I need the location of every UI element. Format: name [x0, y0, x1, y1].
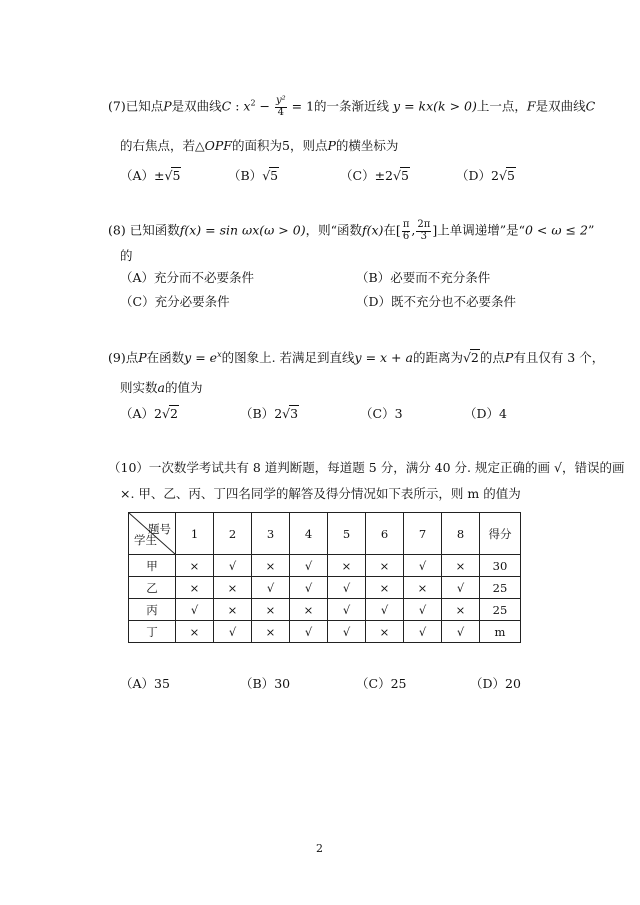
- q7-var-p: P: [163, 98, 172, 114]
- q9-option-b: [240, 408, 299, 421]
- sqrt-icon: √: [161, 406, 170, 421]
- table-row: [129, 577, 521, 599]
- q9-text: 点: [125, 350, 139, 365]
- q8-option-b: [356, 272, 490, 285]
- option-label: （B）: [240, 676, 275, 691]
- q8-text: 的: [120, 248, 133, 263]
- student-name: 丙: [129, 599, 176, 621]
- option-label: （B）: [356, 270, 391, 285]
- q7-option-d: [456, 170, 516, 183]
- q9-line-1: [108, 352, 604, 365]
- mark-cell: ×: [328, 555, 366, 577]
- mark-cell: √: [404, 621, 442, 643]
- q8-bracket: ]: [432, 222, 438, 238]
- q9-text: 的点: [479, 350, 505, 365]
- q8-omega-condition: (ω > 0): [259, 222, 306, 238]
- option-text: 25: [390, 676, 407, 691]
- q8-bracket: [: [395, 222, 401, 238]
- q7-text: 是双曲线: [535, 98, 586, 114]
- option-label: （D）: [456, 168, 492, 183]
- option-label: （D）: [470, 676, 506, 691]
- q9-option-c: [360, 408, 403, 421]
- q10-text: ×. 甲、乙、丙、丁四名同学的解答及得分情况如下表所示，则 m 的值为: [120, 486, 521, 501]
- mark-cell: ×: [366, 621, 404, 643]
- column-header: 7: [404, 513, 442, 555]
- q7-text: 的右焦点，若△: [120, 138, 205, 153]
- mark-cell: ×: [176, 577, 214, 599]
- q8-text: ”: [587, 222, 595, 238]
- option-label: （D）: [356, 294, 392, 309]
- q8-number: (8): [108, 222, 126, 238]
- q7-option-c: [340, 170, 410, 183]
- q7-var-c: C: [585, 98, 596, 114]
- option-label: （A）: [120, 406, 155, 421]
- option-label: （C）: [360, 406, 395, 421]
- q7-var-p: P: [327, 138, 336, 153]
- q7-text: :: [231, 98, 244, 114]
- q9-text: 的距离为: [412, 350, 463, 365]
- q8-text: 上单调递增”是“: [437, 222, 525, 238]
- score-cell: m: [480, 621, 521, 643]
- q7-area: 5: [281, 138, 290, 153]
- q7-option-a: [120, 170, 181, 183]
- q10-number: （10）: [108, 460, 149, 475]
- sqrt-icon: √: [393, 168, 401, 183]
- q9-line-equation: y = x + a: [354, 350, 413, 365]
- option-text: 充分而不必要条件: [154, 270, 255, 285]
- option-text: 35: [154, 676, 170, 691]
- mark-cell: ×: [252, 555, 290, 577]
- mark-cell: ×: [366, 577, 404, 599]
- page-number: 2: [316, 842, 323, 855]
- q7-text: −: [255, 98, 274, 114]
- sqrt-icon: √: [462, 350, 471, 365]
- q8-text: ，则“函数: [305, 222, 362, 238]
- sqrt-icon: √: [262, 168, 271, 183]
- q7-line-1: [108, 96, 595, 118]
- option-text: 必要而不充分条件: [390, 270, 491, 285]
- option-text: 20: [505, 676, 521, 691]
- q9-line-2: [120, 382, 202, 395]
- mark-cell: √: [404, 599, 442, 621]
- mark-cell: √: [176, 599, 214, 621]
- option-label: （C）: [340, 168, 375, 183]
- option-prefix: ±: [154, 168, 165, 183]
- option-text: 4: [499, 406, 507, 421]
- fraction-num: π: [402, 219, 410, 230]
- option-prefix: 2: [491, 168, 499, 183]
- option-label: （C）: [356, 676, 391, 691]
- mark-cell: ×: [252, 621, 290, 643]
- q9-option-a: [120, 408, 179, 421]
- radicand: 3: [290, 406, 299, 421]
- column-header: 3: [252, 513, 290, 555]
- mark-cell: ×: [366, 555, 404, 577]
- q9-var-p: P: [504, 350, 514, 365]
- q8-text: 在: [383, 222, 396, 238]
- radicand: 5: [270, 168, 279, 183]
- column-header: 2: [214, 513, 252, 555]
- mark-cell: ×: [404, 577, 442, 599]
- radicand: 5: [506, 168, 515, 183]
- q7-exponent: 2: [250, 98, 256, 108]
- q8-function: f(x) = sin ωx: [179, 222, 260, 238]
- q10-option-b: [240, 678, 290, 691]
- q8-option-a: [120, 272, 254, 285]
- q9-text: 则实数: [120, 380, 158, 395]
- table-corner-cell: [129, 513, 176, 555]
- mark-cell: √: [404, 555, 442, 577]
- q7-fraction: [275, 96, 287, 118]
- mark-cell: √: [328, 577, 366, 599]
- mark-cell: ×: [442, 599, 480, 621]
- sqrt-icon: √: [282, 406, 291, 421]
- q8-option-c: [120, 296, 230, 309]
- radicand: 2: [169, 406, 178, 421]
- q7-text: 已知点: [125, 98, 164, 114]
- mark-cell: √: [290, 621, 328, 643]
- q8-function: f(x): [361, 222, 384, 238]
- q10-option-d: [470, 678, 521, 691]
- column-header: 6: [366, 513, 404, 555]
- option-label: （B）: [240, 406, 275, 421]
- q7-text: = 1: [287, 98, 315, 114]
- score-column-header: 得分: [480, 513, 521, 555]
- mark-cell: √: [290, 577, 328, 599]
- q10-line-1: [108, 462, 624, 475]
- q9-text: 有且仅有 3 个，: [513, 350, 605, 365]
- fraction-den: 3: [420, 230, 428, 242]
- mark-cell: √: [214, 621, 252, 643]
- table-row: [129, 599, 521, 621]
- table-row: [129, 621, 521, 643]
- table-header-row: [129, 513, 521, 555]
- student-name: 乙: [129, 577, 176, 599]
- option-label: （C）: [120, 294, 155, 309]
- q7-option-b: [228, 170, 279, 183]
- radicand: 2: [470, 350, 479, 365]
- mark-cell: √: [252, 577, 290, 599]
- option-label: （A）: [120, 270, 155, 285]
- option-text: 3: [394, 406, 403, 421]
- mark-cell: √: [214, 555, 252, 577]
- column-header: 4: [290, 513, 328, 555]
- q7-text: 是双曲线: [171, 98, 222, 114]
- corner-label-question: 题号: [148, 522, 171, 536]
- mark-cell: √: [328, 599, 366, 621]
- q9-option-d: [464, 408, 507, 421]
- sqrt-icon: √: [498, 168, 507, 183]
- mark-cell: √: [328, 621, 366, 643]
- student-name: 甲: [129, 555, 176, 577]
- q9-number: (9): [108, 350, 126, 365]
- q8-option-d: [356, 296, 516, 309]
- q8-line-2: [120, 250, 133, 263]
- radicand: 5: [400, 168, 409, 183]
- score-cell: 30: [480, 555, 521, 577]
- q9-text: 的图象上. 若满足到直线: [221, 350, 355, 365]
- q7-text: ，则点: [289, 138, 328, 153]
- mark-cell: ×: [290, 599, 328, 621]
- mark-cell: √: [366, 599, 404, 621]
- fraction-num: 2π: [417, 219, 431, 230]
- mark-cell: √: [442, 577, 480, 599]
- mark-cell: √: [442, 621, 480, 643]
- q9-text: 在函数: [146, 350, 185, 365]
- q7-number: (7): [108, 98, 126, 114]
- option-prefix: ±2: [374, 168, 394, 183]
- q7-text: 上一点，: [476, 98, 527, 114]
- column-header: 5: [328, 513, 366, 555]
- q8-range: 0 < ω ≤ 2: [524, 222, 588, 238]
- mark-cell: ×: [214, 577, 252, 599]
- q8-fraction-1: [402, 220, 411, 242]
- q9-exp-function: y = e: [184, 350, 218, 365]
- score-table: [128, 512, 521, 643]
- option-text: 30: [274, 676, 291, 691]
- q7-k-condition: (k > 0): [433, 98, 477, 114]
- q8-text: 已知函数: [129, 222, 180, 238]
- q7-line-2: [120, 140, 398, 153]
- radicand: 5: [172, 168, 181, 183]
- q7-triangle-opf: OPF: [204, 138, 232, 153]
- fraction-den: 6: [402, 230, 410, 242]
- option-text: 既不充分也不必要条件: [391, 294, 517, 309]
- option-prefix: 2: [154, 406, 162, 421]
- mark-cell: ×: [176, 621, 214, 643]
- column-header: 8: [442, 513, 480, 555]
- q9-var-a: a: [157, 380, 165, 395]
- q9-exponent: x: [217, 350, 222, 359]
- q7-var-x: x: [243, 98, 251, 114]
- q8-line-1: [108, 220, 594, 242]
- mark-cell: ×: [176, 555, 214, 577]
- q7-text: 的一条渐近线: [314, 98, 390, 114]
- q8-fraction-2: [416, 220, 431, 242]
- mark-cell: √: [290, 555, 328, 577]
- option-text: 充分必要条件: [154, 294, 230, 309]
- option-label: （A）: [120, 168, 155, 183]
- corner-label-student: 学生: [134, 533, 157, 547]
- mark-cell: ×: [252, 599, 290, 621]
- q7-text: 的面积为: [231, 138, 282, 153]
- column-header: 1: [176, 513, 214, 555]
- sqrt-icon: √: [164, 168, 173, 183]
- student-name: 丁: [129, 621, 176, 643]
- q7-fraction-den: 4: [277, 106, 285, 118]
- q8-comma: ,: [411, 222, 416, 238]
- score-cell: 25: [480, 577, 521, 599]
- q9-text: 的值为: [164, 380, 203, 395]
- q10-line-2: [120, 488, 521, 501]
- q7-asymptote: y = kx: [393, 98, 434, 114]
- q7-text: 的横坐标为: [335, 138, 399, 153]
- q10-option-c: [356, 678, 406, 691]
- option-label: （D）: [464, 406, 500, 421]
- option-label: （B）: [228, 168, 263, 183]
- table-row: [129, 555, 521, 577]
- q7-var-c: C: [221, 98, 232, 114]
- score-cell: 25: [480, 599, 521, 621]
- mark-cell: ×: [442, 555, 480, 577]
- q10-option-a: [120, 678, 170, 691]
- mark-cell: ×: [214, 599, 252, 621]
- q9-var-p: P: [138, 350, 147, 365]
- q7-var-f: F: [526, 98, 536, 114]
- option-label: （A）: [120, 676, 155, 691]
- option-prefix: 2: [274, 406, 283, 421]
- q7-fraction-num: y²: [276, 95, 286, 106]
- q10-text: 一次数学考试共有 8 道判断题，每道题 5 分，满分 40 分. 规定正确的画 √，错误的画: [148, 460, 625, 475]
